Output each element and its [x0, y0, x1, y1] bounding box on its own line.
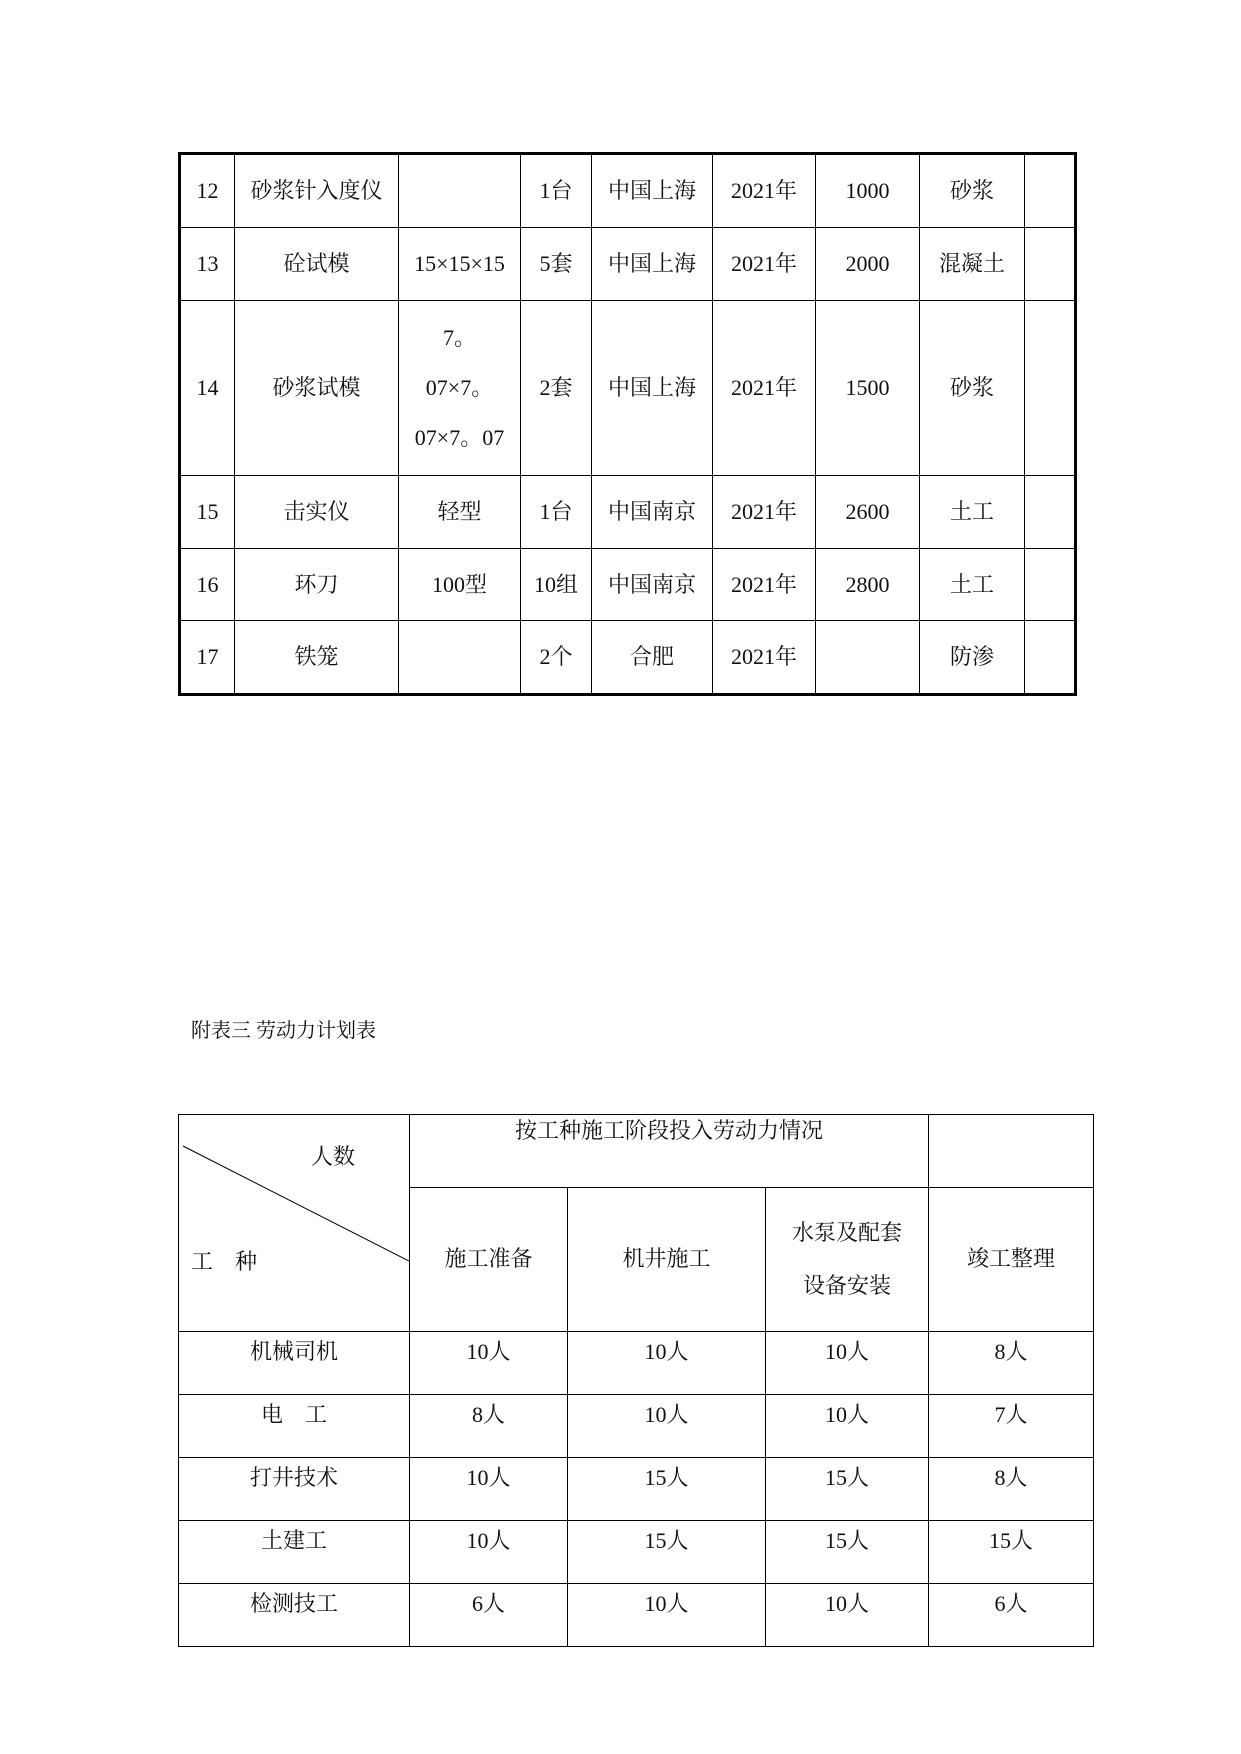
- equipment-cell-origin: 中国上海: [592, 228, 713, 301]
- equipment-cell-origin: 中国上海: [592, 301, 713, 476]
- stage-count: 6人: [410, 1584, 568, 1647]
- equipment-row: [180, 228, 1076, 301]
- equipment-cell-number: 13: [180, 228, 235, 301]
- equipment-cell-spec: 轻型: [399, 476, 521, 549]
- equipment-cell-year: 2021年: [713, 621, 816, 695]
- equipment-cell-spec: 7。 07×7。 07×7。07: [399, 301, 521, 476]
- trade-name: 打井技术: [179, 1458, 410, 1521]
- equipment-row: [180, 549, 1076, 621]
- trade-name: 土建工: [179, 1521, 410, 1584]
- equipment-cell-origin: 中国南京: [592, 549, 713, 621]
- stage-count: 15人: [568, 1458, 766, 1521]
- equipment-cell-name: 铁笼: [235, 621, 399, 695]
- trade-name: 检测技工: [179, 1584, 410, 1647]
- equipment-cell-year: 2021年: [713, 549, 816, 621]
- stage-count: 15人: [929, 1521, 1094, 1584]
- equipment-cell-value: 2600: [816, 476, 920, 549]
- equipment-cell-remark: [1025, 621, 1076, 695]
- equipment-cell-usage: 砂浆: [920, 154, 1025, 228]
- equipment-cell-year: 2021年: [713, 476, 816, 549]
- diagonal-divider-line: [179, 1141, 410, 1305]
- equipment-cell-quantity: 2套: [521, 301, 592, 476]
- stage-header: 机井施工: [568, 1187, 766, 1331]
- equipment-cell-origin: 中国上海: [592, 154, 713, 228]
- equipment-cell-origin: 中国南京: [592, 476, 713, 549]
- stage-header: 竣工整理: [929, 1187, 1094, 1331]
- equipment-cell-number: 12: [180, 154, 235, 228]
- equipment-cell-name: 砂浆针入度仪: [235, 154, 399, 228]
- stage-group-header: 按工种施工阶段投入劳动力情况: [410, 1115, 929, 1188]
- header-corner-cell: [179, 1115, 410, 1332]
- equipment-cell-spec: [399, 621, 521, 695]
- stage-count: 10人: [766, 1584, 929, 1647]
- stage-count: 8人: [410, 1395, 568, 1458]
- equipment-row: [180, 154, 1076, 228]
- stage-count: 15人: [766, 1521, 929, 1584]
- equipment-cell-quantity: 2个: [521, 621, 592, 695]
- equipment-cell-usage: 土工: [920, 476, 1025, 549]
- equipment-cell-usage: 防渗: [920, 621, 1025, 695]
- stage-count: 10人: [568, 1395, 766, 1458]
- stage-count: 15人: [766, 1458, 929, 1521]
- equipment-cell-remark: [1025, 228, 1076, 301]
- equipment-cell-value: 1500: [816, 301, 920, 476]
- equipment-cell-name: 击实仪: [235, 476, 399, 549]
- labor-row: [179, 1584, 1094, 1647]
- equipment-cell-number: 15: [180, 476, 235, 549]
- header-row: [179, 1115, 1094, 1188]
- trade-name: 电 工: [179, 1395, 410, 1458]
- equipment-cell-usage: 混凝土: [920, 228, 1025, 301]
- equipment-cell-quantity: 1台: [521, 154, 592, 228]
- labor-plan-table: [178, 1114, 1094, 1647]
- stage-count: 10人: [410, 1458, 568, 1521]
- stage-count: 10人: [766, 1332, 929, 1395]
- stage-count: 15人: [568, 1521, 766, 1584]
- stage-count: 7人: [929, 1395, 1094, 1458]
- labor-table-caption: 附表三 劳动力计划表: [191, 1020, 376, 1042]
- stage-count: 10人: [410, 1521, 568, 1584]
- stage-count: 10人: [568, 1332, 766, 1395]
- stage-count: 10人: [568, 1584, 766, 1647]
- equipment-cell-quantity: 5套: [521, 228, 592, 301]
- equipment-row: [180, 621, 1076, 695]
- header-empty-cell: [929, 1115, 1094, 1188]
- equipment-cell-year: 2021年: [713, 301, 816, 476]
- equipment-cell-usage: 砂浆: [920, 301, 1025, 476]
- labor-row: [179, 1395, 1094, 1458]
- equipment-cell-remark: [1025, 301, 1076, 476]
- equipment-cell-number: 14: [180, 301, 235, 476]
- equipment-cell-name: 砼试模: [235, 228, 399, 301]
- header-trade-label: 工 种: [191, 1249, 258, 1274]
- equipment-cell-name: 环刀: [235, 549, 399, 621]
- stage-count: 10人: [766, 1395, 929, 1458]
- stage-count: 8人: [929, 1458, 1094, 1521]
- equipment-cell-value: 2800: [816, 549, 920, 621]
- labor-row: [179, 1521, 1094, 1584]
- equipment-cell-remark: [1025, 154, 1076, 228]
- trade-name: 机械司机: [179, 1332, 410, 1395]
- stage-count: 6人: [929, 1584, 1094, 1647]
- equipment-cell-spec: 100型: [399, 549, 521, 621]
- equipment-cell-number: 17: [180, 621, 235, 695]
- equipment-cell-quantity: 10组: [521, 549, 592, 621]
- stage-header: 水泵及配套 设备安装: [766, 1187, 929, 1331]
- equipment-cell-spec: [399, 154, 521, 228]
- equipment-cell-usage: 土工: [920, 549, 1025, 621]
- stage-count: 10人: [410, 1332, 568, 1395]
- equipment-row: [180, 301, 1076, 476]
- stage-header: 施工准备: [410, 1187, 568, 1331]
- corner-box: [179, 1141, 409, 1305]
- labor-row: [179, 1458, 1094, 1521]
- stage-count: 8人: [929, 1332, 1094, 1395]
- equipment-cell-number: 16: [180, 549, 235, 621]
- equipment-cell-value: [816, 621, 920, 695]
- equipment-cell-name: 砂浆试模: [235, 301, 399, 476]
- equipment-cell-year: 2021年: [713, 154, 816, 228]
- labor-row: [179, 1332, 1094, 1395]
- equipment-cell-remark: [1025, 549, 1076, 621]
- equipment-cell-year: 2021年: [713, 228, 816, 301]
- equipment-cell-quantity: 1台: [521, 476, 592, 549]
- header-people-count-label: 人数: [311, 1144, 356, 1169]
- equipment-cell-value: 2000: [816, 228, 920, 301]
- equipment-table: [178, 152, 1077, 696]
- equipment-cell-origin: 合肥: [592, 621, 713, 695]
- equipment-cell-value: 1000: [816, 154, 920, 228]
- equipment-row: [180, 476, 1076, 549]
- equipment-cell-spec: 15×15×15: [399, 228, 521, 301]
- equipment-cell-remark: [1025, 476, 1076, 549]
